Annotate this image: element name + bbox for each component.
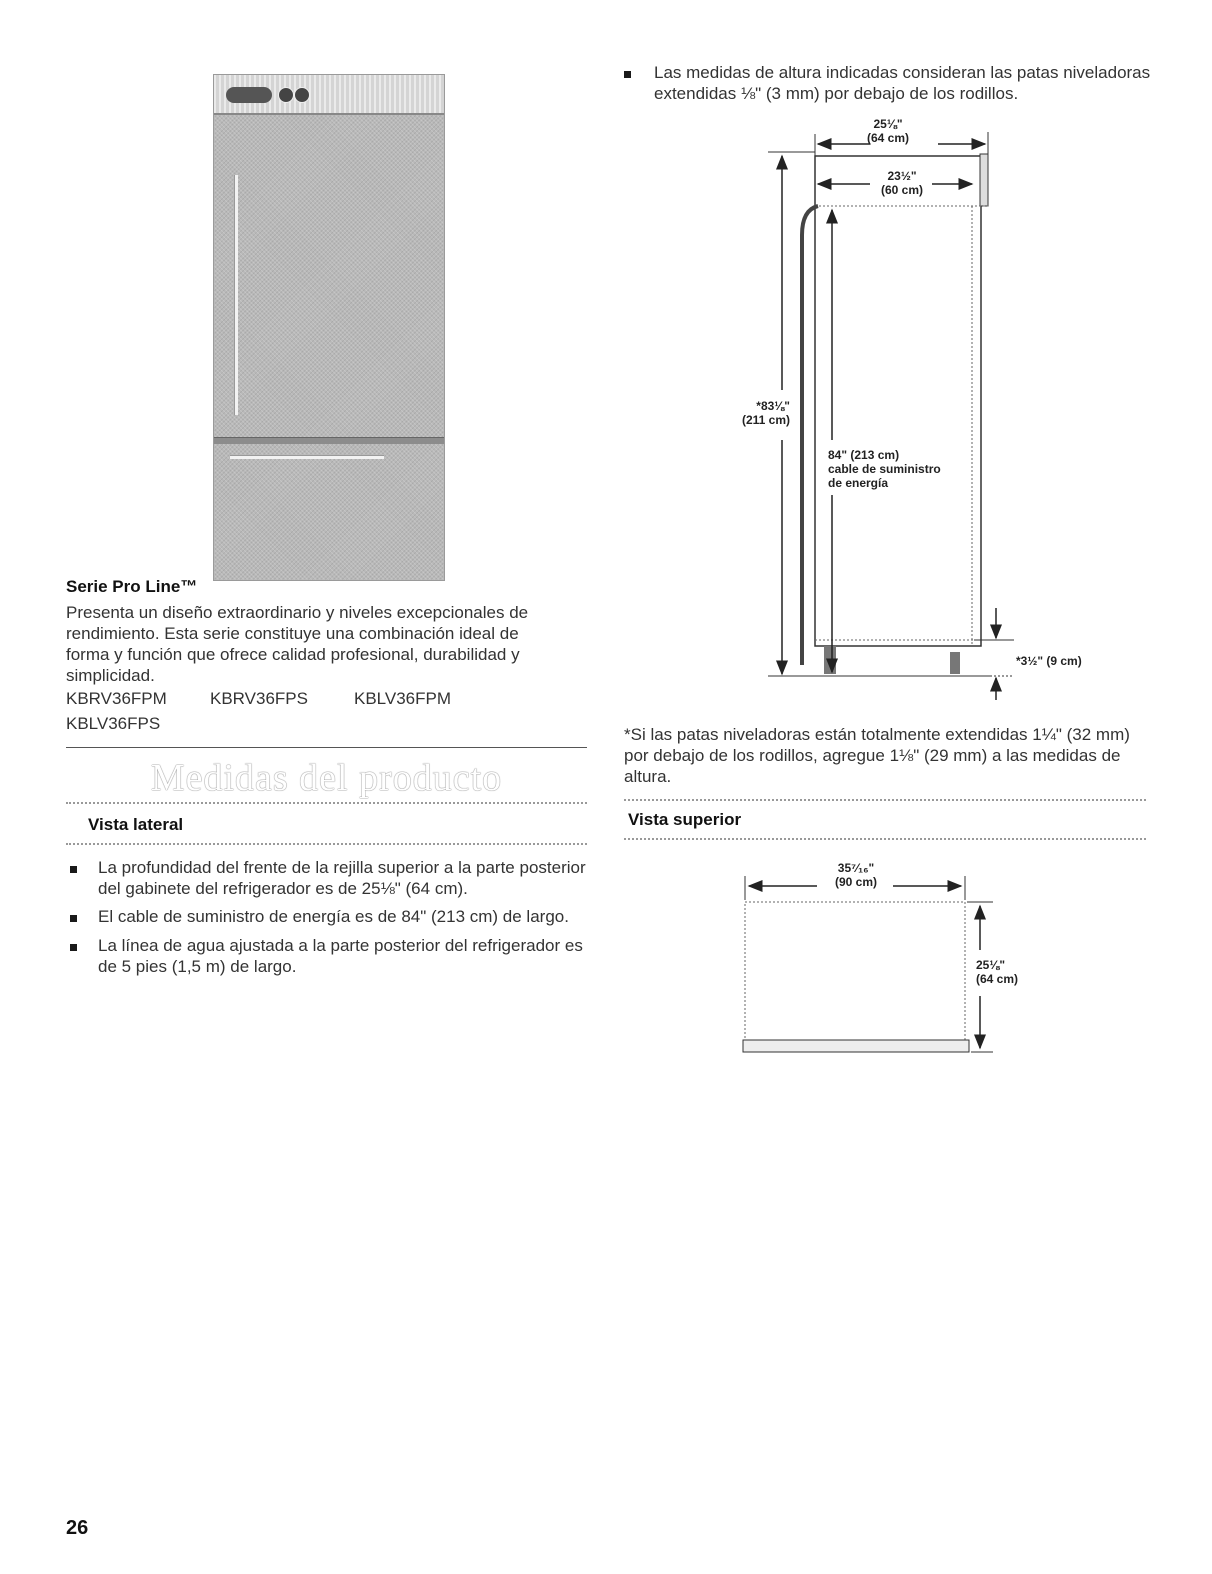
bullet-icon: [70, 944, 77, 951]
height-inches: *83⅛": [756, 399, 790, 413]
power-cord-label: [828, 448, 968, 490]
inner-depth-inches: 23½": [887, 169, 917, 183]
top-view-heading: Vista superior: [628, 810, 742, 829]
top-depth-label: [976, 958, 1018, 986]
side-view-heading: Vista lateral: [88, 815, 184, 834]
model-number: KBLV36FPM: [354, 689, 452, 708]
product-caption: Serie Pro Line™: [66, 577, 198, 596]
depth-inches: 25⅛": [873, 117, 903, 131]
side-view-diagram: [760, 110, 1080, 700]
section-title: Medidas del producto: [150, 757, 503, 799]
fridge-door-handle: [234, 175, 238, 415]
toe-height-label: *3½" (9 cm): [1016, 654, 1082, 668]
dotted-divider: [624, 799, 1146, 801]
door-divider: [214, 437, 444, 444]
dotted-divider: [66, 843, 587, 845]
bullet-text: La línea de agua ajustada a la parte posterior del refrigerador es de 5 pies (1,5 m) de largo.: [98, 936, 583, 976]
divider: [66, 747, 587, 748]
refrigerator-illustration: [213, 74, 445, 581]
freezer-drawer-handle: [230, 455, 384, 459]
top-depth-inches: 25⅛": [976, 958, 1006, 972]
panel-knob: [294, 87, 310, 103]
page-number: 26: [66, 1517, 89, 1539]
model-number: KBLV36FPS: [66, 714, 161, 733]
top-width-label: [816, 861, 896, 889]
top-view-diagram: [735, 870, 1005, 1070]
bullet-icon: [624, 71, 631, 78]
cord-length: 84" (213 cm): [828, 448, 900, 462]
cord-desc: de energía: [828, 476, 889, 490]
cord-desc: cable de suministro: [828, 462, 941, 476]
product-description: Presenta un diseño extraordinario y niveles excepcionales de rendimiento. Esta serie constituye una combinación ideal de forma y función que ofrece calidad profesional, durabilidad y simplicidad.: [66, 603, 529, 685]
bullet-text: El cable de suministro de energía es de 84" (213 cm) de largo.: [98, 907, 569, 926]
model-number: KBRV36FPS: [210, 689, 308, 708]
bullet-icon: [70, 866, 77, 873]
bullet-icon: [70, 915, 77, 922]
depth-cm: (64 cm): [866, 131, 910, 145]
top-width-inches: 35⁷⁄₁₆": [837, 861, 875, 875]
bullet-text: La profundidad del frente de la rejilla superior a la parte posterior del gabinete del refrigerador es de 25⅛" (64 cm).: [98, 858, 586, 898]
top-depth-cm: (64 cm): [976, 972, 1019, 986]
inner-depth-label: [862, 169, 942, 197]
panel-knob: [278, 87, 294, 103]
height-label: [726, 399, 790, 427]
inner-depth-cm: (60 cm): [880, 183, 924, 197]
panel-display: [226, 87, 272, 103]
model-number: KBRV36FPM: [66, 689, 167, 708]
dotted-divider: [624, 838, 1146, 840]
dotted-divider: [66, 802, 587, 804]
top-width-cm: (90 cm): [834, 875, 878, 889]
depth-label: [848, 117, 928, 145]
height-cm: (211 cm): [741, 413, 790, 427]
control-panel: [214, 75, 444, 115]
footnote: *Si las patas niveladoras están totalmente extendidas 1¼" (32 mm) por debajo de los rodillos, agregue 1⅛" (29 mm) a las medidas de altura.: [624, 725, 1130, 786]
height-note: Las medidas de altura indicadas consideran las patas niveladoras extendidas ⅛" (3 mm) por debajo de los rodillos.: [654, 63, 1151, 103]
